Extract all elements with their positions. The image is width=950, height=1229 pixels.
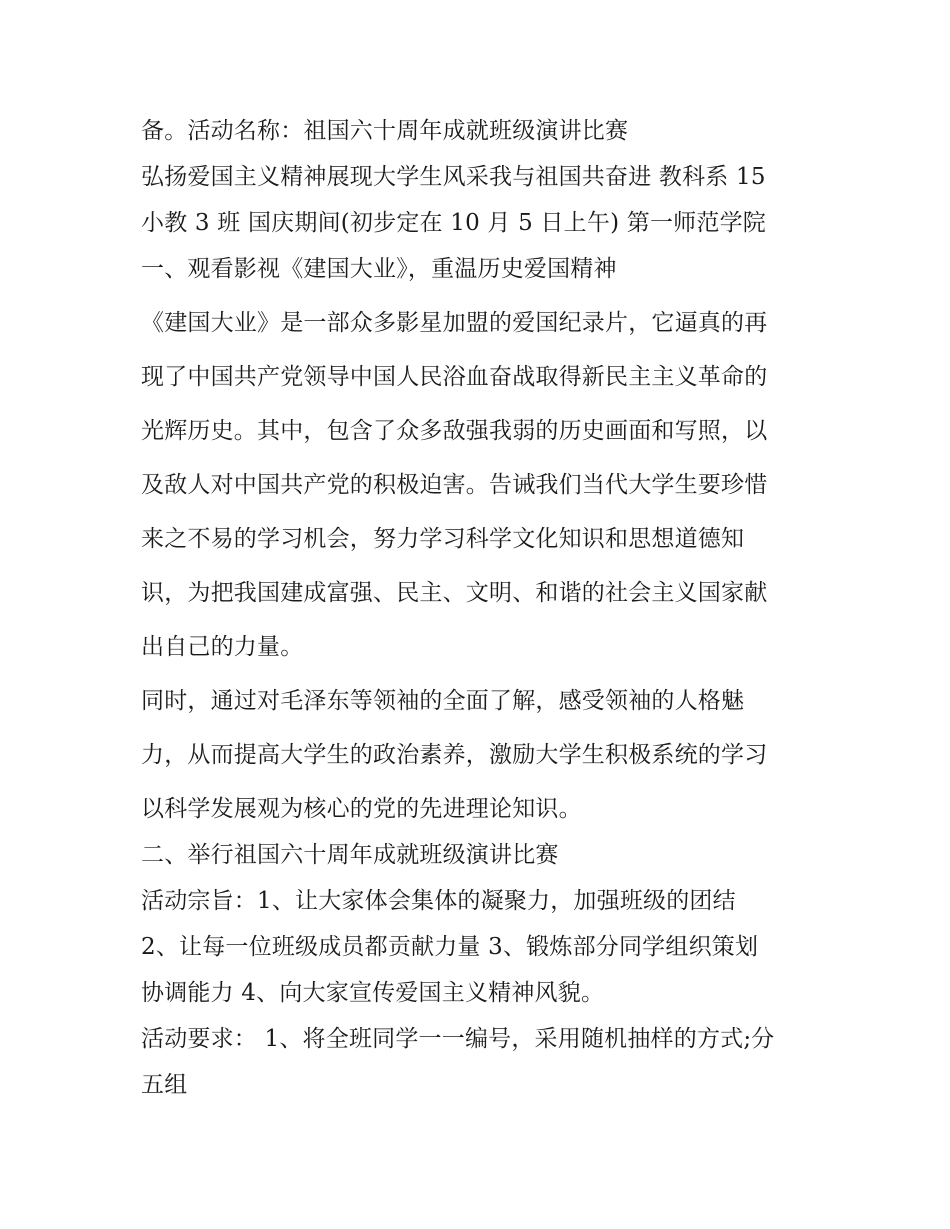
text-line: 《建国大业》是一部众多影星加盟的爱国纪录片，它逼真的再 — [141, 310, 768, 336]
text-line: 小教 3 班 国庆期间(初步定在 10 月 5 日上午) 第一师范学院 — [141, 210, 766, 236]
text-line: 协调能力 4、向大家宣传爱国主义精神风貌。 — [141, 980, 605, 1006]
text-line: 同时，通过对毛泽东等领袖的全面了解，感受领袖的人格魅 — [141, 688, 745, 714]
text-line: 活动要求： 1、将全班同学一一编号，采用随机抽样的方式;分 — [141, 1026, 775, 1052]
text-line: 光辉历史。其中，包含了众多敌强我弱的历史画面和写照，以 — [141, 418, 768, 444]
text-line: 来之不易的学习机会，努力学习科学文化知识和思想道德知 — [141, 526, 745, 552]
text-line: 备。活动名称：祖国六十周年成就班级演讲比赛 — [141, 118, 629, 144]
section-heading: 二、举行祖国六十周年成就班级演讲比赛 — [141, 842, 559, 868]
section-heading: 一、观看影视《建国大业》，重温历史爱国精神 — [141, 256, 617, 282]
text-line: 弘扬爱国主义精神展现大学生风采我与祖国共奋进 教科系 15 — [141, 164, 766, 190]
document-body — [141, 108, 821, 1108]
text-line: 识，为把我国建成富强、民主、文明、和谐的社会主义国家献 — [141, 580, 768, 606]
text-line: 以科学发展观为核心的党的先进理论知识。 — [141, 796, 582, 822]
text-line: 2、让每一位班级成员都贡献力量 3、锻炼部分同学组织策划 — [141, 934, 759, 960]
text-line: 五组 — [141, 1072, 188, 1098]
text-line: 力，从而提高大学生的政治素养，激励大学生积极系统的学习 — [141, 742, 768, 768]
text-line: 现了中国共产党领导中国人民浴血奋战取得新民主主义革命的 — [141, 364, 768, 390]
text-line: 活动宗旨：1、让大家体会集体的凝聚力，加强班级的团结 — [141, 888, 736, 914]
text-line: 及敌人对中国共产党的积极迫害。告诫我们当代大学生要珍惜 — [141, 472, 768, 498]
text-line: 出自己的力量。 — [141, 634, 304, 660]
